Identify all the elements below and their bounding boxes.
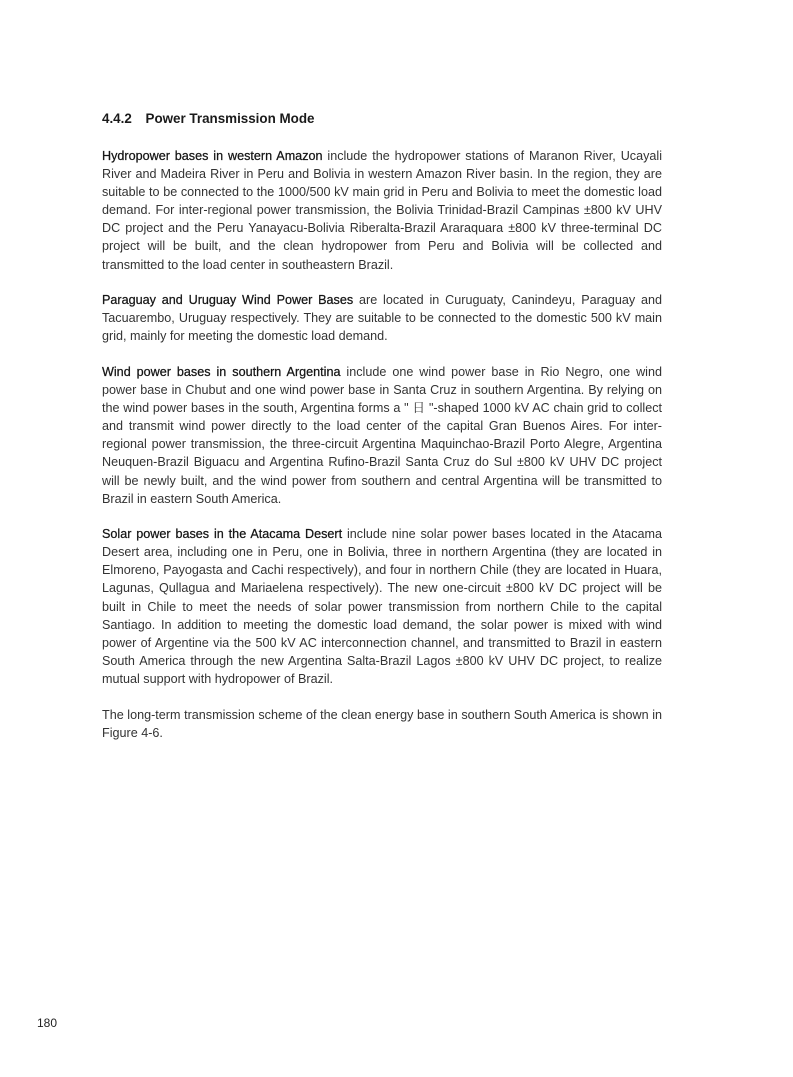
paragraph-text: include one wind power base in Rio Negro, one wind power base in Chubut and one wind power base in Santa Cruz in southern Argentina. By relying on the wind power bases in the south, Argentina forms a " 日 "-shaped 1000 kV AC chain grid to collect and transmit wind power directly to the load center of the capital Gran Buenos Aires. For inter-regional power transmission, the three-circuit Argentina Maquinchao-Brazil Porto Alegre, Argentina Neuquen-Brazil Biguacu and Argentina Rufino-Brazil Santa Cruz do Sul ±800 kV UHV DC project will be newly built, and the wind power from southern and central Argentina will be transmitted to Brazil in eastern South America. — [102, 364, 662, 506]
paragraph-figure-reference — [102, 706, 662, 742]
paragraph-argentina-wind — [102, 363, 662, 508]
body-text — [102, 147, 662, 759]
paragraph-lead: Wind power bases in southern Argentina — [102, 364, 341, 379]
paragraph-hydropower-amazon — [102, 147, 662, 274]
paragraph-text: include nine solar power bases located in the Atacama Desert area, including one in Peru, one in Bolivia, three in northern Argentina (they are located in Elmoreno, Payogasta and Cachi respectively), and four in northern Chile (they are located in Huara, Lagunas, Qullagua and Mariaelena respectively). The new one-circuit ±800 kV DC project will be built in Chile to meet the needs of solar power transmission from northern Chile to the capital Santiago. In addition to meeting the domestic load demand, the solar power is mixed with wind power of Argentine via the 500 kV AC interconnection channel, and transmitted to Brazil in eastern South America through the new Argentina Salta-Brazil Lagos ±800 kV UHV DC project, to realize mutual support with hydropower of Brazil. — [102, 527, 662, 686]
section-title: Power Transmission Mode — [145, 111, 315, 126]
section-number: 4.4.2 — [102, 111, 132, 126]
paragraph-atacama-solar — [102, 525, 662, 688]
section-heading — [102, 111, 314, 126]
paragraph-text: include the hydropower stations of Maranon River, Ucayali River and Madeira River in Peru and Bolivia in western Amazon River basin. In the region, they are suitable to be connected to the 1000/500 kV main grid in Peru and Bolivia to meet the domestic load demand. For inter-regional power transmission, the Bolivia Trinidad-Brazil Campinas ±800 kV UHV DC project and the Peru Yanayacu-Bolivia Riberalta-Brazil Araraquara ±800 kV three-terminal DC project will be built, and the clean hydropower from Peru and Bolivia will be collected and transmitted to the load center in southeastern Brazil. — [102, 149, 662, 272]
paragraph-lead: Hydropower bases in western Amazon — [102, 149, 323, 163]
page-number: 180 — [37, 1016, 58, 1030]
paragraph-paraguay-uruguay-wind — [102, 291, 662, 345]
paragraph-text: are located in Curuguaty, Canindeyu, Paraguay and Tacuarembo, Uruguay respectively. They are suitable to be connected to the domestic 500 kV main grid, mainly for meeting the domestic load demand. — [102, 293, 662, 344]
paragraph-lead: Paraguay and Uruguay Wind Power Bases — [102, 293, 354, 308]
paragraph-lead: Solar power bases in the Atacama Desert — [102, 527, 343, 542]
paragraph-text: The long-term transmission scheme of the clean energy base in southern South America is shown in Figure 4-6. — [102, 707, 662, 740]
